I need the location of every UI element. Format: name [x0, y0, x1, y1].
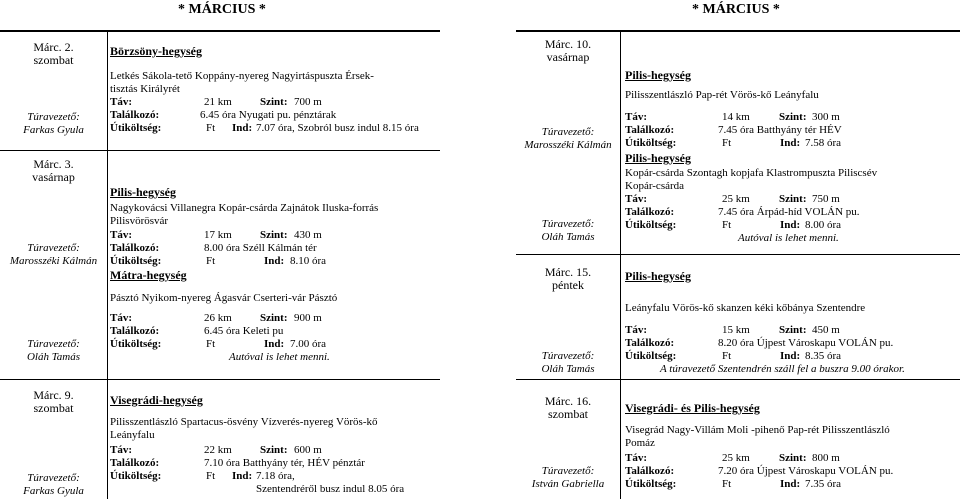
level-label: Szint:	[779, 111, 807, 123]
departure-label: Ind:	[232, 470, 253, 482]
guide-name: Oláh Tamás	[541, 231, 595, 243]
right-column-separator	[620, 32, 621, 499]
right-divider-2	[516, 379, 960, 380]
departure-label: Ind:	[264, 255, 285, 267]
tour-date: Márc. 3.	[33, 157, 74, 171]
cost-label: Útiköltség:	[625, 137, 677, 149]
cost-currency: Ft	[206, 255, 216, 267]
level-label: Szint:	[260, 444, 288, 456]
guide-label: Túravezető:	[27, 111, 80, 123]
tour-date: Márc. 9.	[33, 388, 74, 402]
tour-note: Autóval is lehet menni.	[229, 351, 330, 363]
tour-route: Leányfalu Vörös-kő skanzen kéki kőbánya Szentendre	[625, 302, 866, 314]
cost-currency: Ft	[206, 338, 216, 350]
meeting-value: 8.00 óra Széll Kálmán tér	[204, 242, 317, 254]
departure-label: Ind:	[232, 122, 253, 134]
cost-label: Útiköltség:	[110, 122, 162, 134]
right-divider-1	[516, 254, 960, 255]
departure-value: 7.18 óra,	[256, 470, 295, 482]
tour-route-cont: tisztás Királyrét	[110, 83, 180, 95]
tour-title: Pilis-hegység	[625, 269, 691, 283]
meeting-value: 7.45 óra Batthyány tér HÉV	[718, 124, 842, 136]
right-page-header: * MÁRCIUS *	[692, 2, 780, 17]
departure-value: 7.07 óra, Szobról busz indul 8.15 óra	[256, 122, 419, 134]
distance-value: 15 km	[722, 324, 750, 336]
tour-route: Nagykovácsi Villanegra Kopár-csárda Zajnátok Iluska-forrás	[110, 202, 379, 214]
departure-value: 8.00 óra	[805, 219, 842, 231]
distance-value: 17 km	[204, 229, 232, 241]
tour-day: vasárnap	[32, 170, 75, 184]
guide-name: Marosszéki Kálmán	[524, 139, 612, 151]
level-value: 430 m	[294, 229, 322, 241]
cost-label: Útiköltség:	[110, 255, 162, 267]
level-label: Szint:	[779, 193, 807, 205]
guide-name: Farkas Gyula	[23, 485, 84, 497]
guide-label: Túravezető:	[541, 465, 595, 477]
left-top-rule	[0, 30, 440, 32]
departure-value: 8.10 óra	[290, 255, 327, 267]
level-value: 900 m	[294, 312, 322, 324]
tour-title: Pilis-hegység	[110, 185, 176, 199]
guide-name: Oláh Tamás	[541, 363, 595, 375]
meeting-value: 7.20 óra Újpest Városkapu VOLÁN pu.	[718, 465, 894, 477]
cost-label: Útiköltség:	[625, 478, 677, 490]
tour-note: A túravezető Szentendrén száll fel a buszra 9.00 órakor.	[660, 363, 905, 375]
meeting-label: Találkozó:	[625, 337, 675, 349]
tour-day: szombat	[548, 407, 588, 421]
cost-label: Útiköltség:	[110, 470, 162, 482]
level-label: Szint:	[260, 312, 288, 324]
meeting-label: Találkozó:	[110, 457, 160, 469]
tour-route-cont: Pomáz	[625, 437, 655, 449]
level-label: Szint:	[779, 452, 807, 464]
tour-date: Márc. 16.	[544, 394, 592, 408]
distance-value: 25 km	[722, 193, 750, 205]
level-value: 800 m	[812, 452, 840, 464]
tour-date: Márc. 2.	[33, 40, 74, 54]
tour-title: Pilis-hegység	[625, 151, 691, 165]
level-value: 700 m	[294, 96, 322, 108]
left-divider-1	[0, 150, 440, 151]
tour-date: Márc. 15.	[544, 265, 592, 279]
meeting-label: Találkozó:	[625, 206, 675, 218]
tour-route: Visegrád Nagy-Villám Moli -pihenő Pap-rét Pilisszentlászló	[625, 424, 890, 436]
tour-day: szombat	[33, 53, 74, 67]
cost-currency: Ft	[722, 219, 732, 231]
meeting-label: Találkozó:	[110, 109, 160, 121]
tour-route-cont: Kopár-csárda	[625, 180, 685, 192]
tour-title: Visegrádi- és Pilis-hegység	[625, 401, 760, 415]
tour-title: Börzsöny-hegység	[110, 44, 202, 58]
level-label: Szint:	[779, 324, 807, 336]
level-value: 600 m	[294, 444, 322, 456]
guide-label: Túravezető:	[27, 338, 80, 350]
level-label: Szint:	[260, 229, 288, 241]
distance-label: Táv:	[110, 229, 132, 241]
distance-value: 26 km	[204, 312, 232, 324]
left-page-header: * MÁRCIUS *	[178, 2, 266, 17]
meeting-label: Találkozó:	[625, 124, 675, 136]
distance-label: Táv:	[625, 452, 647, 464]
right-top-rule	[516, 30, 960, 32]
cost-currency: Ft	[206, 122, 216, 134]
tour-day: péntek	[552, 278, 584, 292]
distance-label: Táv:	[625, 111, 647, 123]
distance-value: 14 km	[722, 111, 750, 123]
cost-label: Útiköltség:	[625, 219, 677, 231]
tour-title: Pilis-hegység	[625, 68, 691, 82]
left-divider-2	[0, 379, 440, 380]
departure-value: 8.35 óra	[805, 350, 842, 362]
level-label: Szint:	[260, 96, 288, 108]
tour-route-cont: Leányfalu	[110, 429, 155, 441]
meeting-value: 8.20 óra Újpest Városkapu VOLÁN pu.	[718, 337, 894, 349]
distance-label: Táv:	[625, 193, 647, 205]
tour-route-cont: Pilisvörösvár	[110, 215, 169, 227]
cost-currency: Ft	[722, 137, 732, 149]
tour-route: Pilisszentlászló Pap-rét Vörös-kő Leányfalu	[625, 89, 819, 101]
tour-route: Pilisszentlászló Spartacus-ösvény Vízverés-nyereg Vörös-kő	[110, 416, 378, 428]
cost-label: Útiköltség:	[625, 350, 677, 362]
level-value: 750 m	[812, 193, 840, 205]
tour-title: Visegrádi-hegység	[110, 393, 203, 407]
departure-label: Ind:	[780, 219, 801, 231]
guide-name: István Gabriella	[531, 478, 605, 490]
guide-name: Marosszéki Kálmán	[9, 255, 98, 267]
cost-currency: Ft	[206, 470, 216, 482]
distance-label: Táv:	[110, 444, 132, 456]
guide-label: Túravezető:	[27, 472, 80, 484]
distance-value: 21 km	[204, 96, 232, 108]
meeting-value: 6.45 óra Nyugati pu. pénztárak	[200, 109, 337, 121]
departure-label: Ind:	[780, 137, 801, 149]
tour-title: Mátra-hegység	[110, 268, 187, 282]
departure-value: 7.35 óra	[805, 478, 842, 490]
departure-label: Ind:	[780, 350, 801, 362]
meeting-value: 6.45 óra Keleti pu	[204, 325, 284, 337]
tour-route: Kopár-csárda Szontagh kopjafa Klastrompuszta Piliscsév	[625, 167, 878, 179]
cost-label: Útiköltség:	[110, 338, 162, 350]
meeting-label: Találkozó:	[110, 325, 160, 337]
tour-note: Autóval is lehet menni.	[738, 232, 839, 244]
guide-name: Oláh Tamás	[26, 351, 81, 363]
meeting-value: 7.45 óra Árpád-híd VOLÁN pu.	[718, 206, 860, 218]
tour-route: Pásztó Nyikom-nyereg Ágasvár Cserteri-vár Pásztó	[110, 292, 338, 304]
guide-name: Farkas Gyula	[23, 124, 84, 136]
tour-day: szombat	[33, 401, 74, 415]
distance-label: Táv:	[110, 96, 132, 108]
meeting-value: 7.10 óra Batthyány tér, HÉV pénztár	[204, 457, 365, 469]
distance-value: 25 km	[722, 452, 750, 464]
distance-label: Táv:	[625, 324, 647, 336]
tour-day: vasárnap	[546, 50, 590, 64]
distance-value: 22 km	[204, 444, 232, 456]
level-value: 300 m	[812, 111, 840, 123]
left-column-separator	[107, 32, 108, 499]
tour-route: Letkés Sákola-tető Koppány-nyereg Nagyirtáspuszta Érsek-	[110, 70, 374, 82]
departure-value: 7.00 óra	[290, 338, 327, 350]
departure-extra: Szentendréről busz indul 8.05 óra	[256, 483, 405, 495]
guide-label: Túravezető:	[541, 218, 595, 230]
departure-label: Ind:	[780, 478, 801, 490]
cost-currency: Ft	[722, 478, 732, 490]
meeting-label: Találkozó:	[110, 242, 160, 254]
departure-value: 7.58 óra	[805, 137, 842, 149]
distance-label: Táv:	[110, 312, 132, 324]
departure-label: Ind:	[264, 338, 285, 350]
guide-label: Túravezető:	[541, 350, 595, 362]
guide-label: Túravezető:	[541, 126, 595, 138]
cost-currency: Ft	[722, 350, 732, 362]
level-value: 450 m	[812, 324, 840, 336]
guide-label: Túravezető:	[27, 242, 80, 254]
meeting-label: Találkozó:	[625, 465, 675, 477]
tour-date: Márc. 10.	[544, 37, 592, 51]
